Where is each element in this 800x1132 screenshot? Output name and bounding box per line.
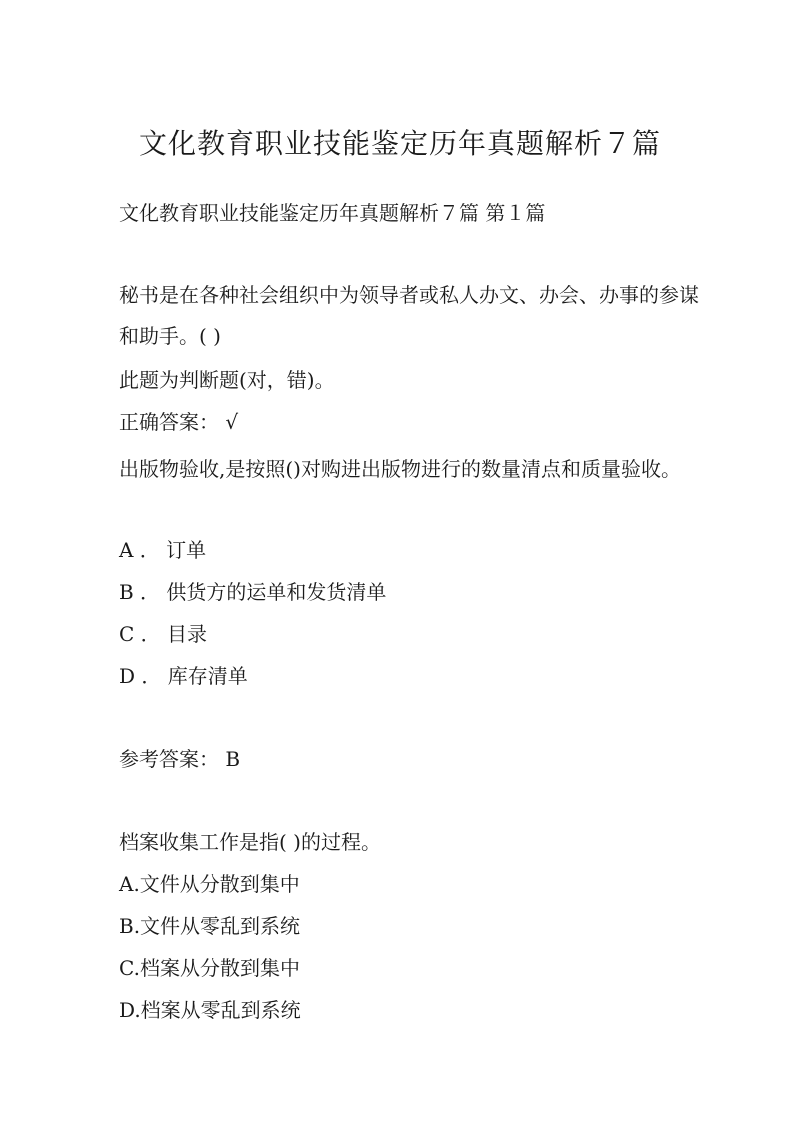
- question-2-option-a: A ． 订单: [119, 538, 207, 562]
- document-subtitle: 文化教育职业技能鉴定历年真题解析７篇 第１篇: [119, 201, 546, 225]
- question-3-option-a: A.文件从分散到集中: [119, 872, 300, 896]
- question-1-text: 秘书是在各种社会组织中为领导者或私人办文、办会、办事的参谋和助手。( ): [119, 283, 699, 348]
- question-2-option-b: B ． 供货方的运单和发货清单: [119, 580, 387, 604]
- question-2-option-d: D ． 库存清单: [119, 664, 248, 688]
- question-3-option-b: B.文件从零乱到系统: [119, 914, 301, 938]
- question-2-answer: 参考答案： B: [119, 747, 241, 771]
- question-2-option-c: C ． 目录: [119, 622, 208, 646]
- question-3-text: 档案收集工作是指( )的过程。: [119, 830, 381, 854]
- question-1-answer: 正确答案： √: [119, 410, 239, 434]
- question-3-option-c: C.档案从分散到集中: [119, 956, 300, 980]
- document-title: 文化教育职业技能鉴定历年真题解析７篇: [138, 127, 661, 160]
- question-3-option-d: D.档案从零乱到系统: [119, 998, 301, 1022]
- question-1-type-note: 此题为判断题(对，错)。: [119, 368, 335, 392]
- question-2-text: 出版物验收,是按照()对购进出版物进行的数量清点和质量验收。: [119, 457, 681, 481]
